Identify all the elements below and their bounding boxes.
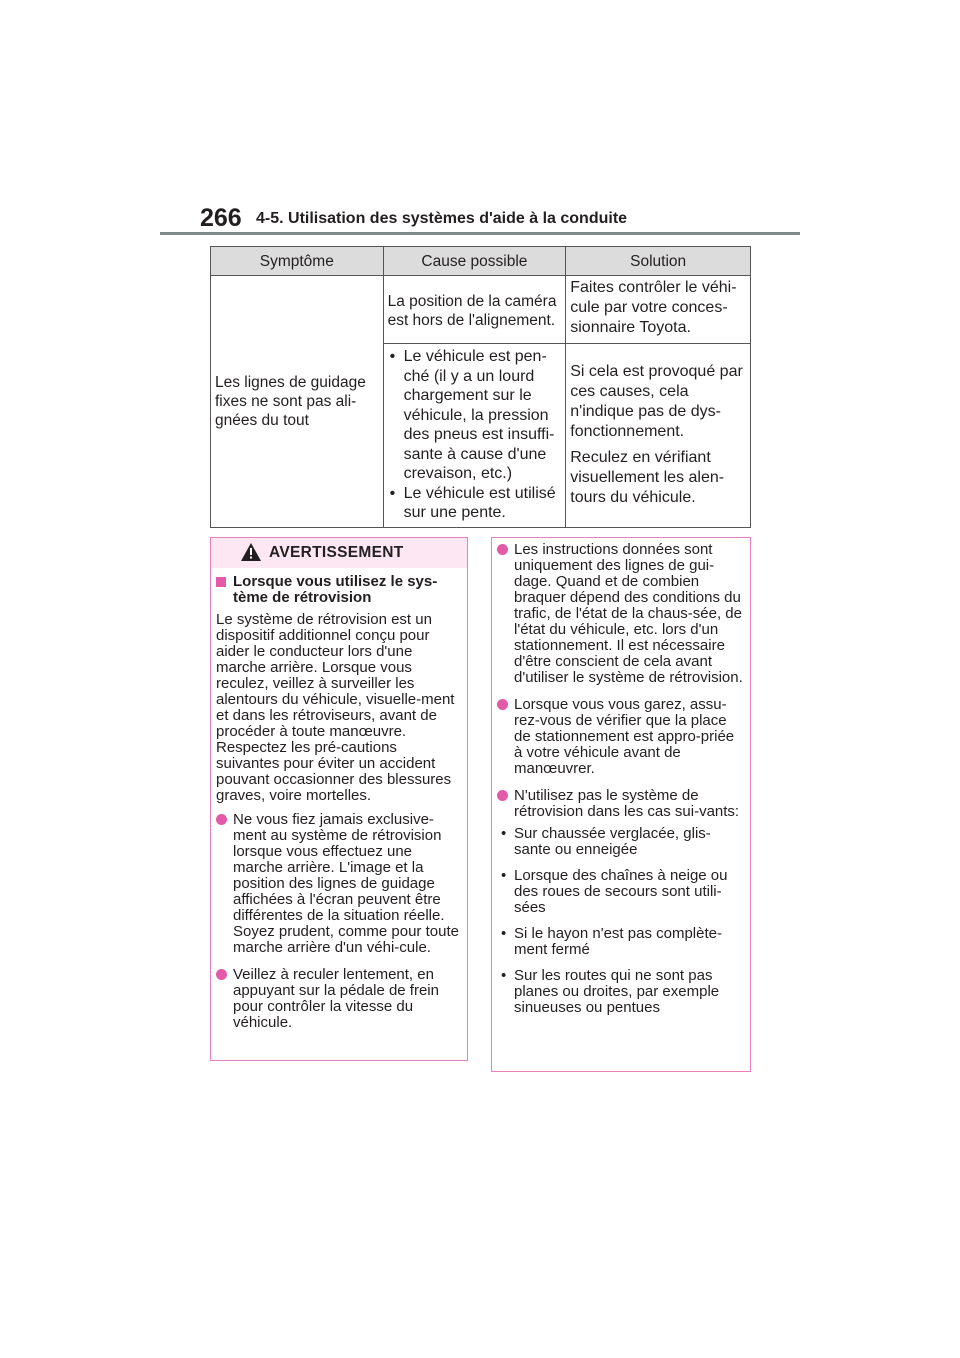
table-header-row bbox=[211, 247, 751, 276]
page-number: 266 bbox=[200, 204, 242, 232]
circle-bullet-icon bbox=[497, 790, 508, 801]
section-title: 4-5. Utilisation des systèmes d'aide à la conduite bbox=[256, 210, 628, 227]
bullet-text: Les instructions données sont uniquement des lignes de gui-dage. Quand et de combien braquer dépend des conditions du trafic, de l'état de la chaus-sée, de l'état du véhicule, etc. lors d'un stationnement. Il est nécessaire d'être conscient de cela avant d'utiliser le système de rétrovision. bbox=[514, 541, 743, 686]
square-bullet-icon bbox=[216, 577, 226, 587]
cause-cell bbox=[383, 344, 566, 528]
dot-marker-icon: • bbox=[501, 867, 507, 884]
list-item bbox=[497, 788, 744, 820]
dot-marker-icon: • bbox=[501, 925, 507, 942]
warning-triangle-icon bbox=[241, 543, 261, 566]
warning-title: AVERTISSEMENT bbox=[269, 544, 404, 561]
header-divider bbox=[160, 232, 800, 235]
sub-item-text: Sur les routes qui ne sont pas planes ou droites, par exemple sinueuses ou pentues bbox=[514, 967, 720, 1016]
cause-text: La position de la caméra est hors de l'alignement. bbox=[387, 292, 557, 329]
troubleshooting-table bbox=[210, 246, 751, 528]
dot-marker-icon: • bbox=[501, 967, 507, 984]
solution-cell bbox=[566, 276, 751, 344]
warning-intro: Le système de rétrovision est un dispositif additionnel conçu pour aider le conducteur lors d'une marche arrière. Lorsque vous reculez, veillez à surveiller les alentours du véhicule, visuelle-ment et dans les rétroviseurs, avant de procéder à toute manœuvre. Respectez les pré-cautions suivantes pour éviter un accident pouvant occasionner des blessures graves, voire mortelles. bbox=[216, 611, 455, 804]
circle-bullet-icon bbox=[216, 969, 227, 980]
list-item bbox=[497, 542, 744, 686]
solution-cell bbox=[566, 344, 751, 528]
column-header-solution: Solution bbox=[566, 247, 751, 276]
table-row bbox=[211, 276, 751, 344]
warning-box-continued bbox=[491, 537, 751, 1072]
list-item bbox=[497, 826, 744, 858]
list-item: • Le véhicule est utilisé sur une pente. bbox=[388, 484, 562, 523]
solution-paragraph: Si cela est provoqué par ces causes, cela n'indique pas de dys-fonctionnement. bbox=[570, 363, 743, 441]
symptom-cell: Les lignes de guidage fixes ne sont pas ali-gnées du tout bbox=[211, 276, 384, 528]
sub-item-text: Lorsque des chaînes à neige ou des roues de secours sont utili-sées bbox=[514, 867, 728, 916]
warning-box bbox=[210, 537, 468, 1061]
list-item bbox=[497, 968, 744, 1016]
bullet-text: Lorsque vous vous garez, assu-rez-vous de vérifier que la place de stationnement est appro-priée à votre véhicule avant de manœuvrer. bbox=[514, 696, 735, 777]
bullet-text: N'utilisez pas le système de rétrovision dans les cas sui-vants: bbox=[514, 787, 740, 820]
cause-list bbox=[388, 347, 562, 523]
list-item: • Le véhicule est pen-ché (il y a un lourd chargement sur le véhicule, la pression des pneus est insuffi-sante à cause d'une crevaison, etc.) bbox=[388, 347, 562, 484]
list-item bbox=[497, 697, 744, 777]
list-item bbox=[216, 812, 461, 956]
circle-bullet-icon bbox=[216, 814, 227, 825]
warning-header bbox=[211, 538, 467, 568]
bullet-text: Veillez à reculer lentement, en appuyant sur la pédale de frein pour contrôler la vitesse du véhicule. bbox=[233, 966, 439, 1031]
column-header-cause: Cause possible bbox=[383, 247, 566, 276]
bullet-text: Ne vous fiez jamais exclusive-ment au système de rétrovision lorsque vous effectuez une marche arrière. L'image et la position des lignes de guidage affichées à l'écran peuvent être différentes de la situation réelle. Soyez prudent, comme pour toute marche arrière d'un véhi-cule. bbox=[233, 811, 459, 956]
list-item bbox=[497, 868, 744, 916]
solution-paragraph: Reculez en vérifiant visuellement les alen-tours du véhicule. bbox=[570, 449, 725, 507]
list-item bbox=[216, 967, 461, 1031]
warning-subtitle bbox=[216, 574, 463, 606]
dot-marker-icon: • bbox=[501, 825, 507, 842]
list-item bbox=[497, 926, 744, 958]
circle-bullet-icon bbox=[497, 544, 508, 555]
sub-item-text: Si le hayon n'est pas complète-ment fermé bbox=[514, 925, 722, 958]
page-header bbox=[200, 204, 800, 234]
solution-text: Faites contrôler le véhi-cule par votre conces-sionnaire Toyota. bbox=[570, 279, 737, 336]
column-header-symptom: Symptôme bbox=[211, 247, 384, 276]
sub-item-text: Sur chaussée verglacée, glis-sante ou enneigée bbox=[514, 825, 711, 858]
circle-bullet-icon bbox=[497, 699, 508, 710]
cause-cell bbox=[383, 276, 566, 344]
warning-subtitle-text: Lorsque vous utilisez le sys-tème de rétrovision bbox=[233, 573, 438, 606]
